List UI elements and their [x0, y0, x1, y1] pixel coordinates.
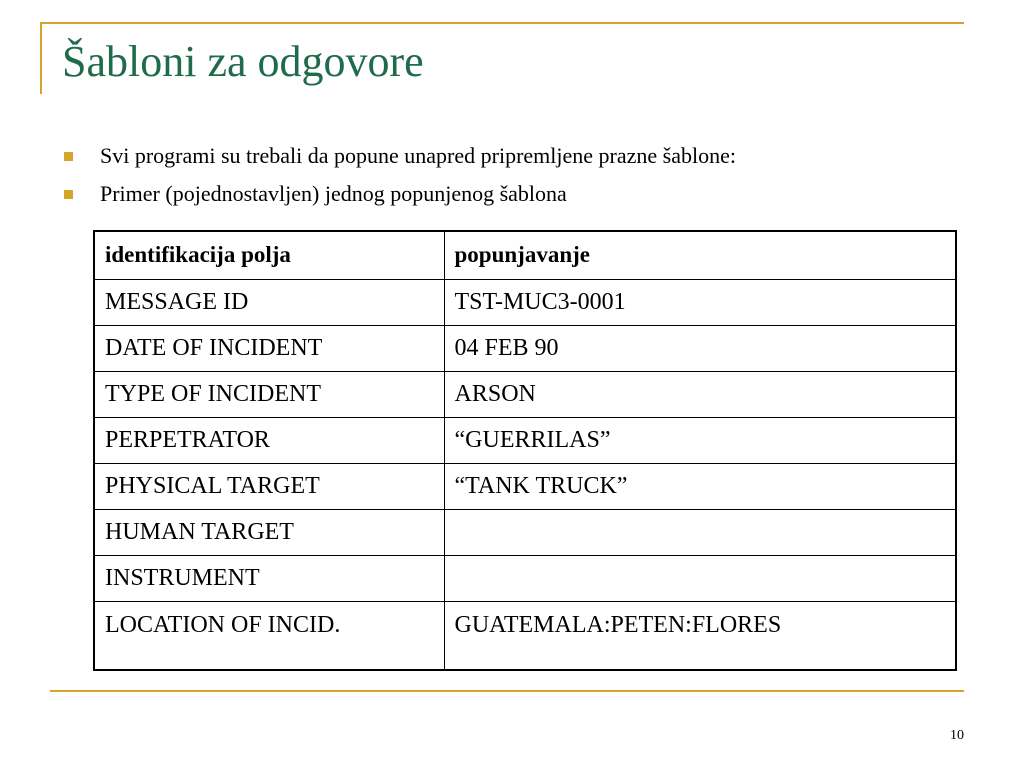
table-row	[94, 371, 956, 417]
field-value-cell: ARSON	[444, 371, 956, 417]
field-name-cell: PHYSICAL TARGET	[94, 463, 444, 509]
field-name-cell: PERPETRATOR	[94, 417, 444, 463]
page-number: 10	[950, 728, 964, 743]
table-row	[94, 555, 956, 601]
field-value-cell: “TANK TRUCK”	[444, 463, 956, 509]
table-row	[94, 417, 956, 463]
field-value-cell: TST-MUC3-0001	[444, 279, 956, 325]
field-name-cell: TYPE OF INCIDENT	[94, 371, 444, 417]
square-bullet-icon	[64, 190, 73, 199]
field-value-cell: 04 FEB 90	[444, 325, 956, 371]
table-row	[94, 601, 956, 670]
slide-title: Šabloni za odgovore	[62, 37, 424, 86]
table-header-row	[94, 231, 956, 279]
bullet-text: Primer (pojednostavljen) jednog popunjenog šablona	[100, 181, 567, 206]
field-value-cell: GUATEMALA:PETEN:FLORES	[444, 601, 956, 670]
table-row	[94, 279, 956, 325]
bullet-list	[64, 137, 736, 213]
left-accent-line	[40, 22, 42, 94]
field-value-cell	[444, 555, 956, 601]
column-header-field-id: identifikacija polja	[94, 231, 444, 279]
bullet-item	[64, 175, 736, 213]
template-table	[93, 230, 957, 671]
field-name-cell: LOCATION OF INCID.	[94, 601, 444, 670]
field-value-cell	[444, 509, 956, 555]
table-row	[94, 463, 956, 509]
bullet-item	[64, 137, 736, 175]
field-name-cell: HUMAN TARGET	[94, 509, 444, 555]
field-value-cell: “GUERRILAS”	[444, 417, 956, 463]
field-name-cell: INSTRUMENT	[94, 555, 444, 601]
field-name-cell: MESSAGE ID	[94, 279, 444, 325]
table-row	[94, 325, 956, 371]
table-row	[94, 509, 956, 555]
bottom-accent-line	[50, 690, 964, 692]
bullet-text: Svi programi su trebali da popune unapred pripremljene prazne šablone:	[100, 143, 736, 168]
top-accent-line	[40, 22, 964, 24]
column-header-filling: popunjavanje	[444, 231, 956, 279]
field-name-cell: DATE OF INCIDENT	[94, 325, 444, 371]
square-bullet-icon	[64, 152, 73, 161]
